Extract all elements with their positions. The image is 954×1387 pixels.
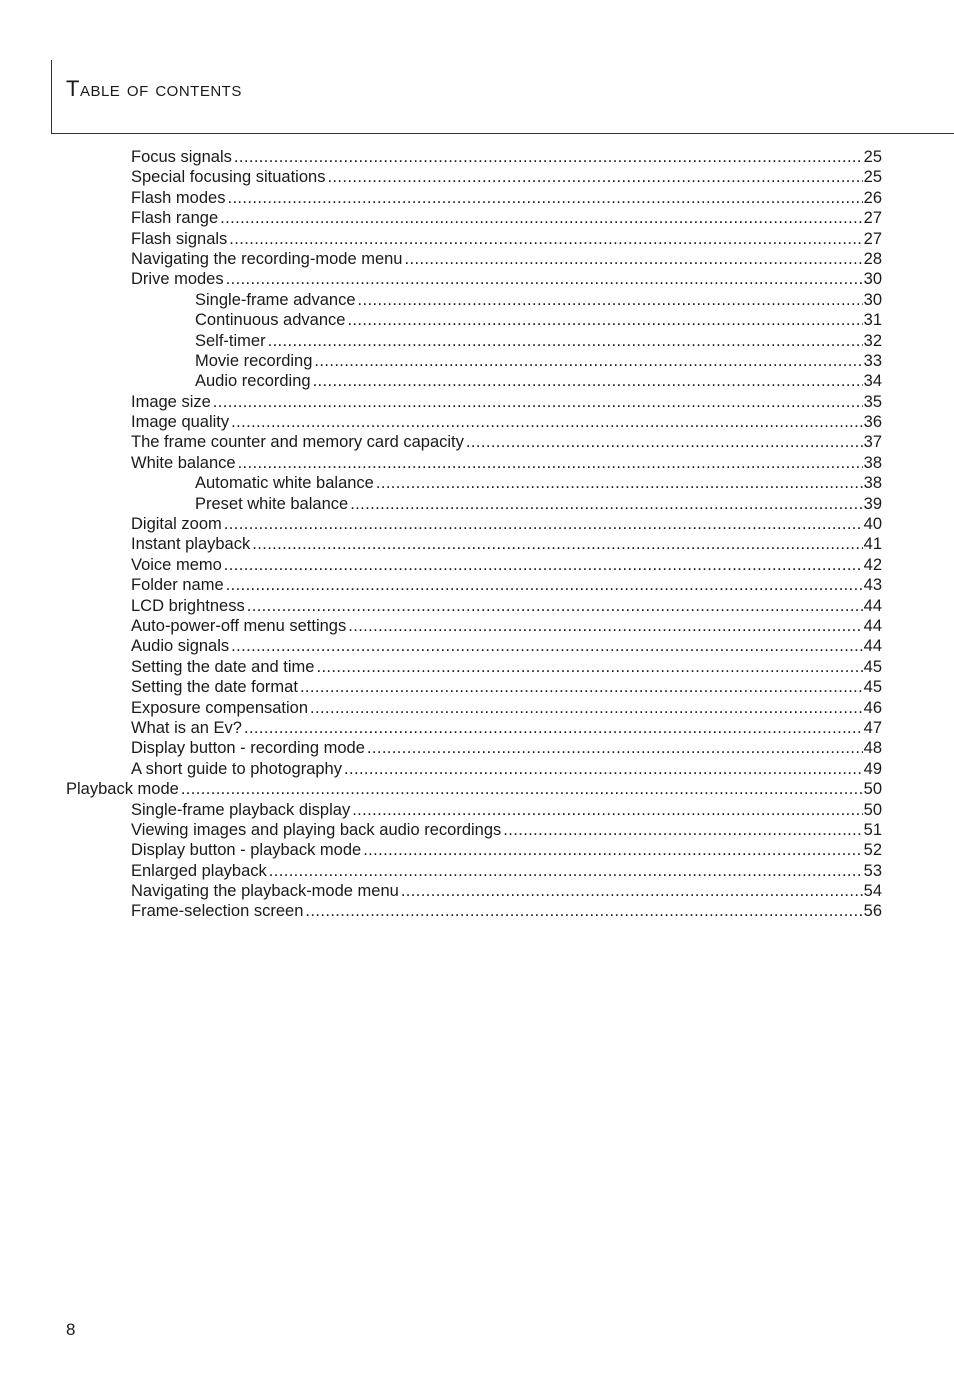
toc-dot-leader xyxy=(401,881,863,901)
toc-entry-page: 30 xyxy=(863,270,882,289)
toc-dot-leader xyxy=(244,718,863,738)
toc-entry-label: Enlarged playback xyxy=(131,861,267,880)
toc-entry[interactable] xyxy=(0,473,954,493)
toc-entry-page: 56 xyxy=(863,902,882,921)
toc-dot-leader xyxy=(314,351,862,371)
toc-entry-page: 25 xyxy=(863,148,882,166)
toc-dot-leader xyxy=(358,290,863,310)
toc-entry[interactable] xyxy=(0,738,954,758)
toc-entry-page: 51 xyxy=(863,820,882,839)
toc-entry-label: Display button - playback mode xyxy=(131,841,362,860)
toc-dot-leader xyxy=(305,901,862,921)
toc-entry-page: 27 xyxy=(863,229,882,248)
toc-entry-page: 33 xyxy=(863,351,882,370)
toc-entry[interactable] xyxy=(0,718,954,738)
toc-entry[interactable] xyxy=(0,636,954,656)
toc-entry-label: A short guide to photography xyxy=(131,759,342,778)
toc-entry-label: Focus signals xyxy=(131,148,232,166)
header-vertical-rule xyxy=(51,60,52,134)
toc-entry-label: Preset white balance xyxy=(195,494,349,513)
toc-dot-leader xyxy=(327,167,862,187)
toc-entry-label: Voice memo xyxy=(131,555,222,574)
toc-entry[interactable] xyxy=(0,861,954,881)
toc-dot-leader xyxy=(300,677,863,697)
toc-entry-label: Single-frame advance xyxy=(195,290,356,309)
toc-dot-leader xyxy=(367,738,863,758)
toc-entry-page: 41 xyxy=(863,535,882,554)
toc-entry-label: Viewing images and playing back audio recordings xyxy=(131,820,502,839)
toc-dot-leader xyxy=(226,575,863,595)
toc-entry[interactable] xyxy=(0,514,954,534)
toc-entry-page: 44 xyxy=(863,616,882,635)
toc-entry-label: Folder name xyxy=(131,576,224,595)
toc-dot-leader xyxy=(229,229,862,249)
page-number: 8 xyxy=(66,1320,76,1339)
toc-entry[interactable] xyxy=(0,453,954,473)
toc-entry-label: Playback mode xyxy=(66,780,179,799)
toc-entry-page: 34 xyxy=(863,372,882,391)
toc-entry[interactable] xyxy=(0,800,954,820)
toc-entry-page: 37 xyxy=(863,433,882,452)
toc-entry-page: 38 xyxy=(863,453,882,472)
toc-dot-leader xyxy=(376,473,863,493)
toc-entry-label: Display button - recording mode xyxy=(131,739,365,758)
toc-entry-page: 39 xyxy=(863,494,882,513)
toc-entry[interactable] xyxy=(0,432,954,452)
toc-entry[interactable] xyxy=(0,167,954,187)
toc-entry[interactable] xyxy=(0,208,954,228)
toc-entry-label: Self-timer xyxy=(195,331,266,350)
toc-entry-label: Setting the date and time xyxy=(131,657,315,676)
toc-entry-label: Instant playback xyxy=(131,535,251,554)
toc-entry-label: Digital zoom xyxy=(131,515,222,534)
toc-entry[interactable] xyxy=(0,779,954,799)
toc-dot-leader xyxy=(224,514,863,534)
toc-dot-leader xyxy=(348,616,862,636)
page-title: Table of contents xyxy=(66,76,242,101)
toc-dot-leader xyxy=(268,331,863,351)
toc-entry-page: 54 xyxy=(863,882,882,901)
toc-entry-page: 38 xyxy=(863,474,882,493)
toc-entry-label: Navigating the playback-mode menu xyxy=(131,882,399,901)
toc-entry-page: 52 xyxy=(863,841,882,860)
toc-entry-page: 25 xyxy=(863,168,882,187)
toc-entry-page: 40 xyxy=(863,515,882,534)
toc-dot-leader xyxy=(231,636,862,656)
toc-entry[interactable] xyxy=(0,881,954,901)
toc-dot-leader xyxy=(227,188,862,208)
toc-dot-leader xyxy=(247,596,863,616)
header-horizontal-rule xyxy=(51,133,954,134)
toc-entry[interactable] xyxy=(0,371,954,391)
toc-dot-leader xyxy=(350,494,862,514)
toc-entry-label: What is an Ev? xyxy=(131,718,242,737)
toc-entry-page: 45 xyxy=(863,678,882,697)
toc-entry-label: Flash range xyxy=(131,209,219,228)
toc-entry-label: Automatic white balance xyxy=(195,474,374,493)
table-of-contents xyxy=(0,147,954,922)
toc-dot-leader xyxy=(220,208,863,228)
toc-dot-leader xyxy=(181,779,863,799)
toc-entry-label: Single-frame playback display xyxy=(131,800,351,819)
toc-entry[interactable] xyxy=(0,677,954,697)
toc-entry[interactable] xyxy=(0,351,954,371)
toc-dot-leader xyxy=(352,800,862,820)
toc-dot-leader xyxy=(231,412,863,432)
toc-entry-label: Frame-selection screen xyxy=(131,902,304,921)
toc-entry-page: 50 xyxy=(863,800,882,819)
toc-entry-page: 42 xyxy=(863,555,882,574)
toc-entry-label: Audio signals xyxy=(131,637,230,656)
toc-entry-page: 50 xyxy=(863,780,882,799)
toc-entry-label: White balance xyxy=(131,453,236,472)
toc-entry-label: Image quality xyxy=(131,413,230,432)
toc-entry[interactable] xyxy=(0,820,954,840)
toc-entry-label: Image size xyxy=(131,392,211,411)
toc-entry-label: Auto-power-off menu settings xyxy=(131,616,347,635)
toc-entry[interactable] xyxy=(0,310,954,330)
toc-entry[interactable] xyxy=(0,290,954,310)
toc-entry-page: 35 xyxy=(863,392,882,411)
toc-entry-label: Continuous advance xyxy=(195,311,346,330)
toc-entry-label: Flash signals xyxy=(131,229,228,248)
toc-dot-leader xyxy=(405,249,863,269)
toc-entry[interactable] xyxy=(0,229,954,249)
toc-entry-page: 49 xyxy=(863,759,882,778)
toc-entry-label: The frame counter and memory card capacity xyxy=(131,433,464,452)
toc-dot-leader xyxy=(224,555,863,575)
toc-entry[interactable] xyxy=(0,901,954,921)
toc-entry-page: 27 xyxy=(863,209,882,228)
toc-entry-label: Audio recording xyxy=(195,372,311,391)
toc-entry-label: Setting the date format xyxy=(131,678,298,697)
toc-entry-label: Drive modes xyxy=(131,270,224,289)
toc-dot-leader xyxy=(252,534,862,554)
toc-entry[interactable] xyxy=(0,494,954,514)
toc-entry[interactable] xyxy=(0,657,954,677)
toc-entry[interactable] xyxy=(0,249,954,269)
toc-entry-page: 45 xyxy=(863,657,882,676)
toc-entry[interactable] xyxy=(0,759,954,779)
toc-entry-page: 30 xyxy=(863,290,882,309)
toc-entry-page: 46 xyxy=(863,698,882,717)
toc-entry-label: LCD brightness xyxy=(131,596,245,615)
toc-entry-page: 28 xyxy=(863,249,882,268)
toc-entry[interactable] xyxy=(0,412,954,432)
toc-entry[interactable] xyxy=(0,331,954,351)
toc-entry[interactable] xyxy=(0,392,954,412)
toc-entry-label: Special focusing situations xyxy=(131,168,326,187)
toc-dot-leader xyxy=(503,820,862,840)
toc-dot-leader xyxy=(316,657,862,677)
toc-entry[interactable] xyxy=(0,555,954,575)
toc-dot-leader xyxy=(347,310,862,330)
toc-entry[interactable] xyxy=(0,575,954,595)
toc-entry-label: Navigating the recording-mode menu xyxy=(131,249,403,268)
toc-entry[interactable] xyxy=(0,269,954,289)
toc-dot-leader xyxy=(234,147,863,167)
toc-entry-page: 43 xyxy=(863,576,882,595)
toc-entry-page: 44 xyxy=(863,637,882,656)
toc-entry[interactable] xyxy=(0,147,954,167)
toc-entry-page: 48 xyxy=(863,739,882,758)
toc-entry[interactable] xyxy=(0,596,954,616)
toc-dot-leader xyxy=(363,840,862,860)
toc-entry[interactable] xyxy=(0,616,954,636)
toc-entry[interactable] xyxy=(0,534,954,554)
toc-entry-page: 36 xyxy=(863,413,882,432)
toc-dot-leader xyxy=(238,453,863,473)
toc-dot-leader xyxy=(269,861,863,881)
toc-entry-page: 32 xyxy=(863,331,882,350)
toc-dot-leader xyxy=(310,698,863,718)
toc-entry-page: 26 xyxy=(863,188,882,207)
toc-entry-label: Exposure compensation xyxy=(131,698,309,717)
toc-dot-leader xyxy=(344,759,863,779)
toc-dot-leader xyxy=(466,432,863,452)
toc-entry-page: 53 xyxy=(863,861,882,880)
toc-entry-label: Flash modes xyxy=(131,188,226,207)
toc-dot-leader xyxy=(226,269,863,289)
toc-entry-page: 31 xyxy=(863,311,882,330)
toc-entry[interactable] xyxy=(0,188,954,208)
toc-entry[interactable] xyxy=(0,840,954,860)
toc-entry-page: 44 xyxy=(863,596,882,615)
toc-dot-leader xyxy=(313,371,863,391)
toc-entry[interactable] xyxy=(0,698,954,718)
toc-entry-label: Movie recording xyxy=(195,351,313,370)
toc-entry-page: 47 xyxy=(863,718,882,737)
toc-dot-leader xyxy=(213,392,863,412)
